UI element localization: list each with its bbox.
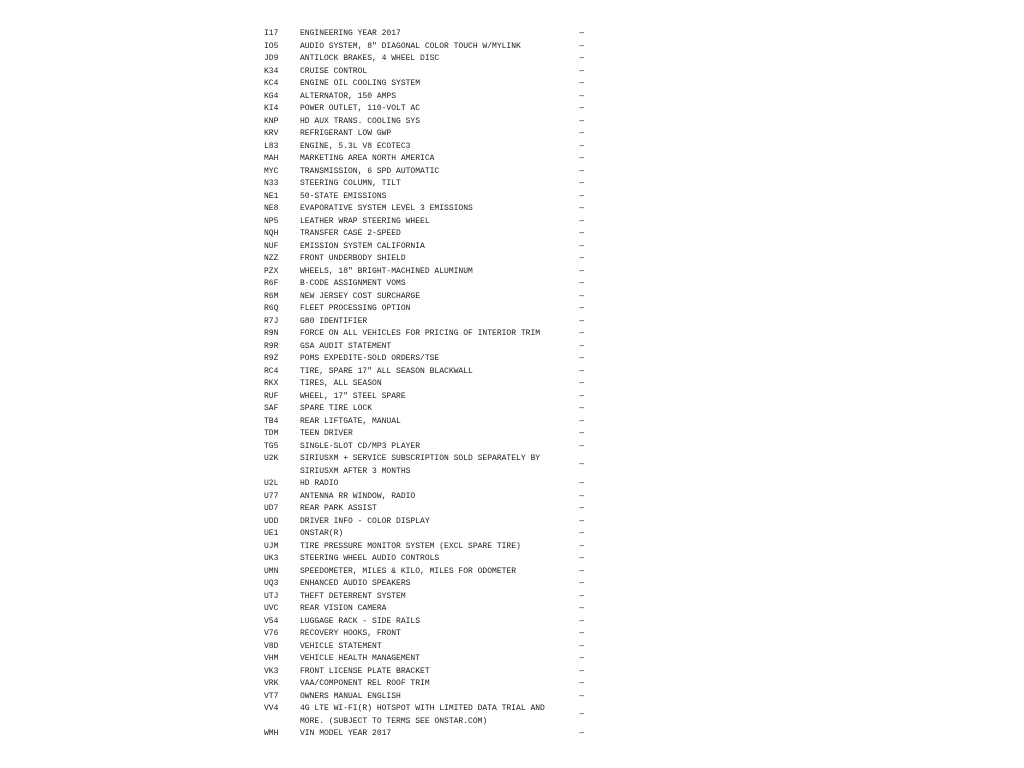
- option-row: [264, 216, 584, 229]
- option-price: —: [579, 566, 584, 576]
- option-code: NUF: [264, 241, 279, 251]
- option-price: —: [579, 516, 584, 526]
- option-price: —: [579, 216, 584, 226]
- option-price: —: [579, 554, 584, 563]
- option-code: UE1: [264, 529, 279, 538]
- option-row: [264, 541, 584, 554]
- option-code: UVC: [264, 604, 279, 613]
- option-description: TEEN DRIVER: [300, 429, 353, 438]
- option-row: [264, 728, 584, 741]
- option-description: ENGINE, 5.3L V8 ECOTEC3: [300, 141, 411, 151]
- option-code: SAF: [264, 404, 279, 413]
- option-price: —: [579, 166, 584, 176]
- option-code: U77: [264, 491, 279, 501]
- option-code: UMN: [264, 566, 279, 576]
- option-price: —: [579, 604, 584, 613]
- option-price: —: [579, 79, 584, 88]
- option-description: SPARE TIRE LOCK: [300, 404, 373, 413]
- option-row: [264, 53, 584, 66]
- option-price: —: [579, 654, 584, 663]
- option-description: FRONT UNDERBODY SHIELD: [300, 254, 406, 263]
- option-row: [264, 303, 584, 316]
- option-price: —: [579, 441, 584, 451]
- option-code: UDD: [264, 516, 279, 526]
- option-row: [264, 628, 584, 641]
- option-description: G80 IDENTIFIER: [300, 316, 368, 326]
- option-code: WMH: [264, 729, 279, 738]
- option-row: [264, 416, 584, 429]
- option-row: [264, 591, 584, 604]
- option-code: NE8: [264, 204, 279, 213]
- option-price: —: [579, 641, 584, 651]
- option-code: TG5: [264, 441, 279, 451]
- option-description: AUDIO SYSTEM, 8" DIAGONAL COLOR TOUCH W/MYLINK: [300, 41, 521, 51]
- option-price: —: [579, 229, 584, 238]
- option-description: TRANSFER CASE 2-SPEED: [300, 229, 401, 238]
- option-description: NEW JERSEY COST SURCHARGE: [300, 291, 421, 301]
- option-description: ONSTAR(R): [300, 529, 344, 538]
- option-code: MAH: [264, 154, 279, 163]
- option-code: R6M: [264, 291, 279, 301]
- option-code: K34: [264, 66, 279, 76]
- option-description: LUGGAGE RACK - SIDE RAILS: [300, 616, 421, 626]
- option-description: TIRES, ALL SEASON: [300, 379, 382, 388]
- option-price: —: [579, 616, 584, 626]
- option-price: —: [579, 491, 584, 501]
- option-code: RC4: [264, 366, 279, 376]
- option-row: [264, 116, 584, 129]
- option-description: RECOVERY HOOKS, FRONT: [300, 629, 401, 638]
- option-row: [264, 291, 584, 304]
- option-row: [264, 316, 584, 329]
- option-row: [264, 516, 584, 529]
- option-description: 4G LTE WI-FI(R) HOTSPOT WITH LIMITED DATA TRIAL AND MORE. (SUBJECT TO TERMS SEE ONSTAR.COM): [300, 704, 545, 726]
- option-price: —: [579, 504, 584, 513]
- option-row: [264, 666, 584, 679]
- option-row: [264, 91, 584, 104]
- option-price: —: [579, 341, 584, 351]
- option-description: SINGLE-SLOT CD/MP3 PLAYER: [300, 441, 421, 451]
- option-description: 50-STATE EMISSIONS: [300, 191, 387, 201]
- option-code: UD7: [264, 504, 279, 513]
- option-row: [264, 641, 584, 654]
- option-price: —: [579, 266, 584, 276]
- option-code: R6Q: [264, 304, 279, 313]
- option-description: ENGINE OIL COOLING SYSTEM: [300, 79, 421, 88]
- option-code: UTJ: [264, 591, 279, 601]
- option-price: —: [579, 629, 584, 638]
- option-code: TDM: [264, 429, 279, 438]
- option-code-list: [264, 28, 584, 741]
- option-description: MARKETING AREA NORTH AMERICA: [300, 154, 435, 163]
- option-row: [264, 678, 584, 691]
- option-description: SIRIUSXM + SERVICE SUBSCRIPTION SOLD SEPARATELY BY SIRIUSXM AFTER 3 MONTHS: [300, 454, 541, 476]
- option-code: KNP: [264, 116, 279, 126]
- option-price: —: [579, 54, 584, 63]
- option-description: STEERING COLUMN, TILT: [300, 179, 401, 188]
- option-code: UQ3: [264, 579, 279, 588]
- option-row: [264, 228, 584, 241]
- option-code: V8D: [264, 641, 279, 651]
- option-code: V76: [264, 629, 279, 638]
- option-row: [264, 153, 584, 166]
- option-code: R7J: [264, 316, 279, 326]
- option-description: VEHICLE HEALTH MANAGEMENT: [300, 654, 421, 663]
- option-code: VRK: [264, 679, 279, 688]
- option-code: NP5: [264, 216, 279, 226]
- option-price: —: [579, 541, 584, 551]
- option-description: ENHANCED AUDIO SPEAKERS: [300, 579, 411, 588]
- option-price: —: [579, 179, 584, 188]
- option-row: [264, 391, 584, 404]
- option-code: NE1: [264, 191, 279, 201]
- option-row: [264, 491, 584, 504]
- option-description: VAA/COMPONENT REL ROOF TRIM: [300, 679, 430, 688]
- option-description: REAR LIFTGATE, MANUAL: [300, 416, 401, 426]
- option-code: MYC: [264, 166, 279, 176]
- option-code: VK3: [264, 666, 279, 676]
- option-description: ANTILOCK BRAKES, 4 WHEEL DISC: [300, 54, 440, 63]
- option-row: [264, 453, 584, 478]
- option-description: WHEEL, 17" STEEL SPARE: [300, 391, 406, 401]
- option-price: —: [579, 204, 584, 213]
- option-code: UK3: [264, 554, 279, 563]
- option-row: [264, 691, 584, 704]
- option-price: —: [579, 416, 584, 426]
- option-row: [264, 128, 584, 141]
- option-description: GSA AUDIT STATEMENT: [300, 341, 392, 351]
- option-price: —: [579, 391, 584, 401]
- option-row: [264, 203, 584, 216]
- option-row: [264, 428, 584, 441]
- option-description: CRUISE CONTROL: [300, 66, 368, 76]
- option-price: —: [579, 91, 584, 101]
- option-price: —: [579, 479, 584, 488]
- option-description: ENGINEERING YEAR 2017: [300, 29, 401, 38]
- option-code: JD9: [264, 54, 279, 63]
- option-code: UJM: [264, 541, 279, 551]
- option-code: IO5: [264, 41, 279, 51]
- option-description: TIRE PRESSURE MONITOR SYSTEM (EXCL SPARE TIRE): [300, 541, 521, 551]
- option-row: [264, 478, 584, 491]
- option-code: VT7: [264, 691, 279, 701]
- option-price: —: [579, 29, 584, 38]
- option-row: [264, 241, 584, 254]
- option-description: ANTENNA RR WINDOW, RADIO: [300, 491, 416, 501]
- option-price: —: [579, 529, 584, 538]
- option-code: U2K: [264, 454, 279, 463]
- option-description: DRIVER INFO - COLOR DISPLAY: [300, 516, 430, 526]
- option-description: REFRIGERANT LOW GWP: [300, 129, 392, 138]
- option-code: N33: [264, 179, 279, 188]
- option-code: I17: [264, 29, 279, 38]
- option-description: EVAPORATIVE SYSTEM LEVEL 3 EMISSIONS: [300, 204, 473, 213]
- option-price: —: [579, 304, 584, 313]
- option-code: L83: [264, 141, 279, 151]
- option-description: POWER OUTLET, 110-VOLT AC: [300, 104, 421, 113]
- option-description: TIRE, SPARE 17" ALL SEASON BLACKWALL: [300, 366, 473, 376]
- option-description: OWNERS MANUAL ENGLISH: [300, 691, 401, 701]
- option-description: FORCE ON ALL VEHICLES FOR PRICING OF INTERIOR TRIM: [300, 329, 541, 338]
- option-row: [264, 253, 584, 266]
- option-row: [264, 503, 584, 516]
- option-row: [264, 103, 584, 116]
- option-description: TRANSMISSION, 6 SPD AUTOMATIC: [300, 166, 440, 176]
- option-price: —: [579, 291, 584, 301]
- option-price: —: [579, 329, 584, 338]
- option-row: [264, 141, 584, 154]
- option-description: LEATHER WRAP STEERING WHEEL: [300, 216, 430, 226]
- option-code: R9N: [264, 329, 279, 338]
- option-code: R6F: [264, 279, 279, 288]
- option-code: KG4: [264, 91, 279, 101]
- option-price: —: [579, 66, 584, 76]
- option-code: R9Z: [264, 354, 279, 363]
- option-row: [264, 703, 584, 728]
- option-code: RUF: [264, 391, 279, 401]
- option-code: KRV: [264, 129, 279, 138]
- option-row: [264, 78, 584, 91]
- option-row: [264, 616, 584, 629]
- option-description: HD RADIO: [300, 479, 339, 488]
- option-code: KI4: [264, 104, 279, 113]
- option-price: —: [579, 141, 584, 151]
- option-description: EMISSION SYSTEM CALIFORNIA: [300, 241, 425, 251]
- option-row: [264, 528, 584, 541]
- option-description: REAR PARK ASSIST: [300, 504, 377, 513]
- option-price: —: [579, 729, 584, 738]
- option-code: NZZ: [264, 254, 279, 263]
- option-description: ALTERNATOR, 150 AMPS: [300, 91, 397, 101]
- option-description: SPEEDOMETER, MILES & KILO, MILES FOR ODOMETER: [300, 566, 517, 576]
- option-price: —: [579, 404, 584, 413]
- option-code: VV4: [264, 704, 279, 713]
- option-code: KC4: [264, 79, 279, 88]
- option-price: —: [579, 41, 584, 51]
- option-description: REAR VISION CAMERA: [300, 604, 387, 613]
- option-row: [264, 553, 584, 566]
- option-row: [264, 41, 584, 54]
- option-description: WHEELS, 18" BRIGHT-MACHINED ALUMINUM: [300, 266, 473, 276]
- option-price: —: [579, 316, 584, 326]
- option-row: [264, 653, 584, 666]
- option-price: —: [579, 116, 584, 126]
- option-row: [264, 578, 584, 591]
- option-row: [264, 341, 584, 354]
- option-price: —: [579, 429, 584, 438]
- option-description: STEERING WHEEL AUDIO CONTROLS: [300, 554, 440, 563]
- option-price: —: [579, 591, 584, 601]
- option-row: [264, 28, 584, 41]
- option-code: NQH: [264, 229, 279, 238]
- option-price: —: [579, 679, 584, 688]
- option-price: —: [579, 104, 584, 113]
- option-code: PZX: [264, 266, 279, 276]
- option-row: [264, 378, 584, 391]
- option-price: —: [579, 710, 584, 720]
- option-code: V54: [264, 616, 279, 626]
- option-row: [264, 66, 584, 79]
- option-price: —: [579, 279, 584, 288]
- option-price: —: [579, 129, 584, 138]
- option-price: —: [579, 366, 584, 376]
- option-row: [264, 566, 584, 579]
- option-code: R9R: [264, 341, 279, 351]
- option-description: VEHICLE STATEMENT: [300, 641, 382, 651]
- option-code: VHM: [264, 654, 279, 663]
- option-row: [264, 278, 584, 291]
- option-row: [264, 603, 584, 616]
- option-price: —: [579, 354, 584, 363]
- option-price: —: [579, 460, 584, 470]
- option-row: [264, 353, 584, 366]
- option-description: B-CODE ASSIGNMENT VOMS: [300, 279, 406, 288]
- option-price: —: [579, 191, 584, 201]
- option-price: —: [579, 241, 584, 251]
- option-price: —: [579, 254, 584, 263]
- option-code: TB4: [264, 416, 279, 426]
- option-price: —: [579, 379, 584, 388]
- option-row: [264, 403, 584, 416]
- option-row: [264, 328, 584, 341]
- option-row: [264, 191, 584, 204]
- option-price: —: [579, 154, 584, 163]
- option-row: [264, 441, 584, 454]
- option-code: U2L: [264, 479, 279, 488]
- option-description: THEFT DETERRENT SYSTEM: [300, 591, 406, 601]
- option-description: FLEET PROCESSING OPTION: [300, 304, 411, 313]
- option-row: [264, 178, 584, 191]
- option-price: —: [579, 691, 584, 701]
- option-row: [264, 166, 584, 179]
- option-description: POMS EXPEDITE-SOLD ORDERS/TSE: [300, 354, 440, 363]
- option-code: RKX: [264, 379, 279, 388]
- option-description: VIN MODEL YEAR 2017: [300, 729, 392, 738]
- option-price: —: [579, 666, 584, 676]
- option-description: HD AUX TRANS. COOLING SYS: [300, 116, 421, 126]
- option-row: [264, 266, 584, 279]
- option-description: FRONT LICENSE PLATE BRACKET: [300, 666, 430, 676]
- option-row: [264, 366, 584, 379]
- option-price: —: [579, 579, 584, 588]
